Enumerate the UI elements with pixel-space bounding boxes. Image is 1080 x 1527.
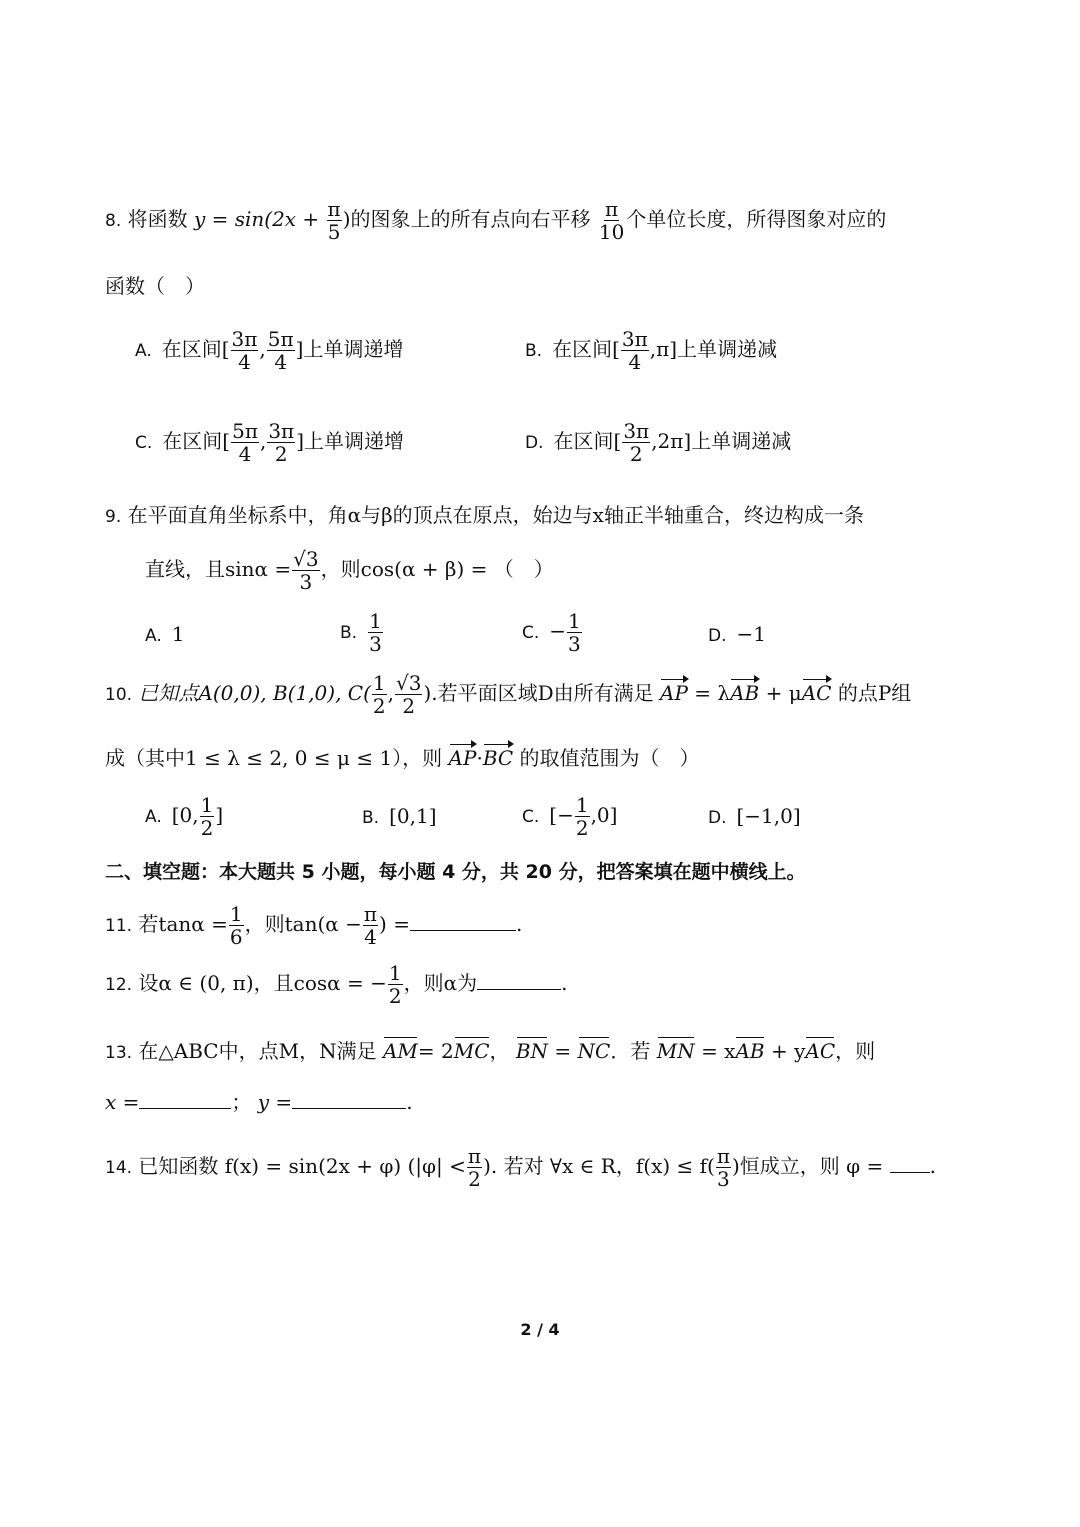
option-9b: B. $\frac{1}{3}$ [340,609,382,656]
vector-ap: AP [660,681,688,705]
option-10b: B. [0,1] [362,804,437,828]
option-8b: B. 在区间[ $\frac{3\pi}{4}$ ,π]上单调递减 [525,327,778,374]
vector-bc: BC [482,746,514,770]
vector-ac: AC [801,681,832,705]
answer-blank[interactable] [890,1154,930,1173]
question-13-line-1: 13. 在△ABC中，点M，N满足 AM= 2MC， BN = NC．若 MN = xAB + yAC，则 [105,1039,876,1063]
question-10-line-1: 10. 已知点A(0,0), B(1,0), C( $\frac{1}{2}$ , $\frac{√3}{2}$ ).若平面区域D由所有满足 AP = λAB + μAC 的点P组 [105,671,912,718]
question-number: 8. [105,211,122,231]
option-9d: D. −1 [708,622,766,646]
answer-blank[interactable] [477,971,561,990]
section-heading: 二、填空题：本大题共 5 小题，每小题 4 分，共 20 分，把答案填在题中横线上。 [105,861,806,883]
question-12: 12. 设α ∈ (0, π)，且cosα = − $\frac{1}{2}$ ，则α为 . [105,961,568,1008]
text: 个单位长度，所得图象对应的 [626,207,887,231]
page-number: 2 / 4 [520,1320,560,1339]
formula: y = sin(2x + [193,207,320,231]
option-8a: A. 在区间[ $\frac{3\pi}{4}$ , $\frac{5\pi}{4}$ ]上单调递增 [135,327,404,374]
answer-blank[interactable] [410,912,516,931]
fraction: $\frac{\pi}{5}$ [327,197,341,244]
option-8c: C. 在区间[ $\frac{5\pi}{4}$ , $\frac{3\pi}{2}$ ]上单调递增 [135,419,405,466]
text: )的图象上的所有点向右平移 [342,207,591,231]
question-13-line-2: x = ； y = . [105,1090,413,1114]
question-10-line-2: 成（其中1 ≤ λ ≤ 2, 0 ≤ μ ≤ 1），则 AP·BC 的取值范围为（ ） [105,746,700,770]
vector-ab: AB [730,681,760,705]
fraction: $\frac{\pi}{10}$ [598,197,625,244]
text: 函数（ ） [105,274,205,298]
answer-blank-x[interactable] [139,1090,231,1109]
question-9-line-1: 9. 在平面直角坐标系中，角α与β的顶点在原点，始边与x轴正半轴重合，终边构成一条 [105,503,864,527]
option-10c: C. [− $\frac{1}{2}$ ,0] [522,793,618,840]
question-8-line-2 [105,274,990,298]
option-10d: D. [−1,0] [708,804,801,828]
question-8-line-1 [105,198,990,243]
answer-blank-y[interactable] [292,1090,406,1109]
option-8d: D. 在区间[ $\frac{3\pi}{2}$ ,2π]上单调递减 [525,419,792,466]
question-11: 11. 若tanα = $\frac{1}{6}$ ，则tan(α − $\frac{\pi}{4}$ ) = . [105,902,523,949]
text: 将函数 [127,207,188,231]
option-9a: A. 1 [145,622,185,646]
question-9-line-2: 直线，且sinα = $\frac{√3}{3}$ ，则cos(α + β) = （ ） [145,547,554,594]
option-10a: A. [0, $\frac{1}{2}$ ] [145,793,224,840]
option-9c: C. − $\frac{1}{3}$ [522,609,581,656]
text: 在平面直角坐标系中，角α与β的顶点在原点，始边与x轴正半轴重合，终边构成一条 [127,503,864,527]
question-14: 14. 已知函数 f(x) = sin(2x + φ) (|φ| < $\frac{\pi}{2}$ ). 若对 ∀x ∈ R，f(x) ≤ f( $\frac{\pi}{3}$ )恒成立，则 φ = . [105,1144,936,1191]
